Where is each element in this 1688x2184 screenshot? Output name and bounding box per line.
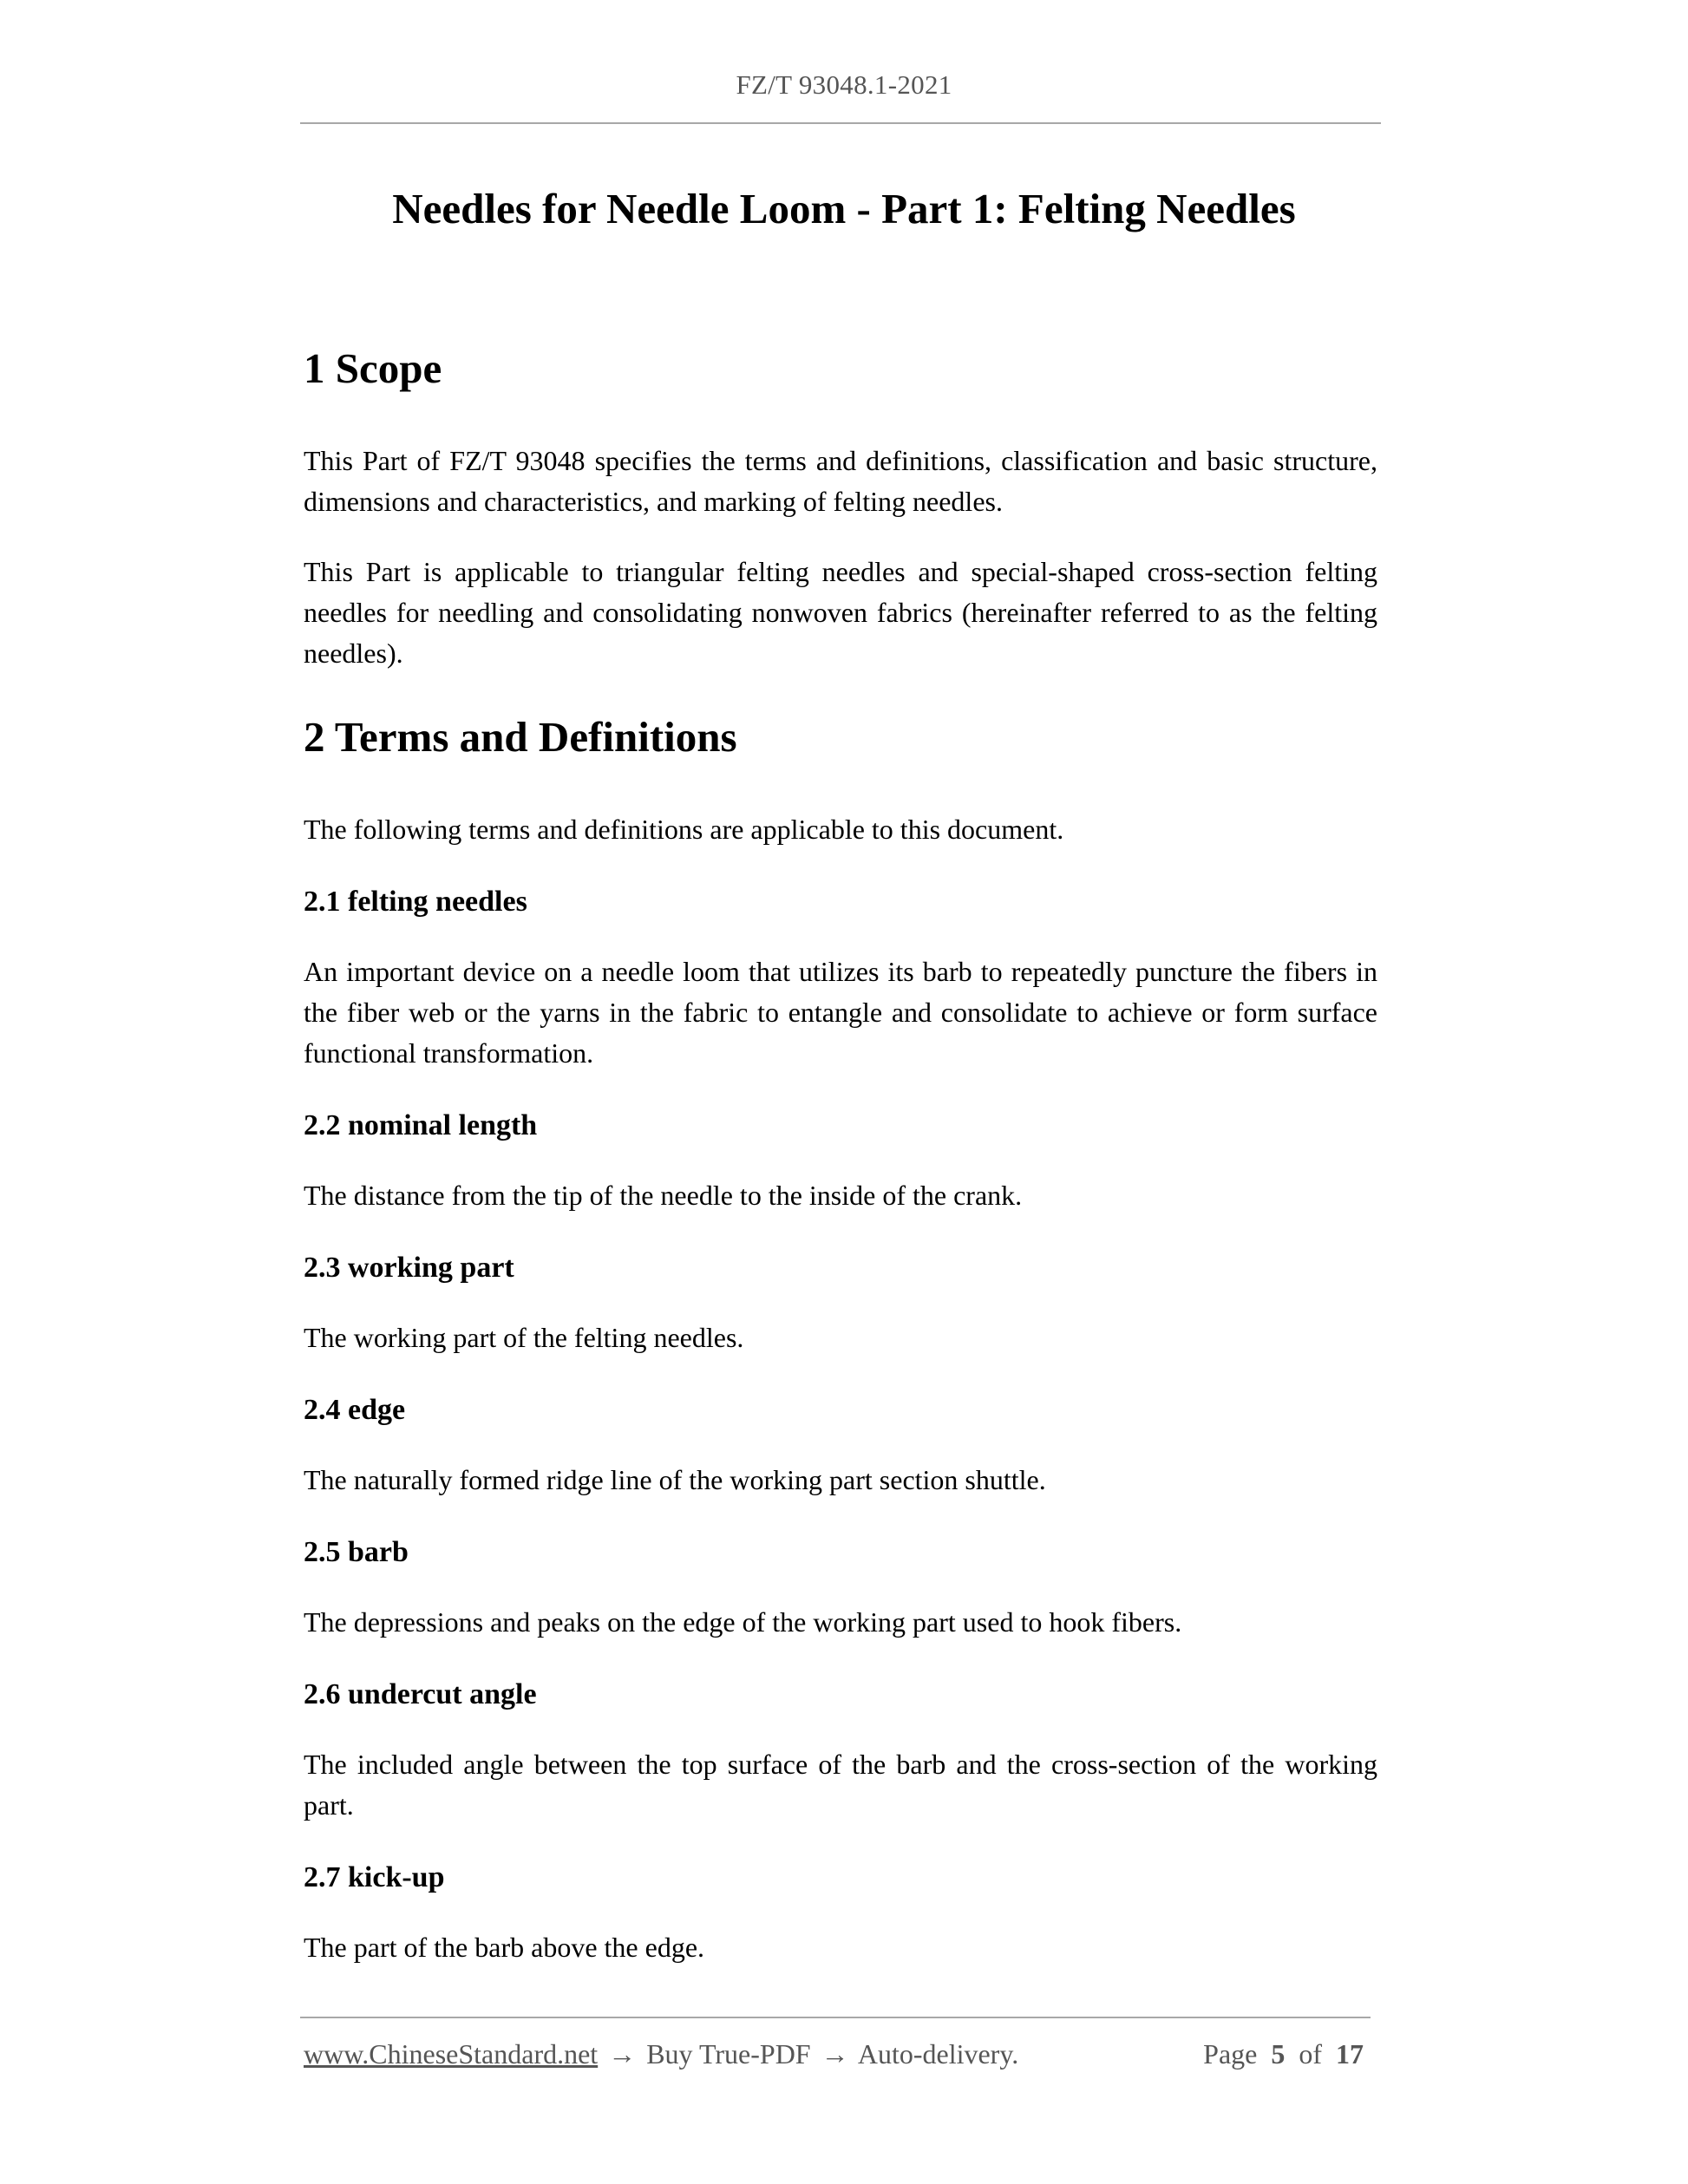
footer-promo [304, 2034, 1018, 2074]
website-link[interactable]: www.ChineseStandard.net [304, 2038, 599, 2070]
term-definition: The naturally formed ridge line of the working part section shuttle. [304, 1464, 1046, 1495]
page-label: Page [1203, 2038, 1258, 2070]
running-header: FZ/T 93048.1-2021 [736, 69, 952, 100]
term-heading: 2.7 kick-up [304, 1861, 445, 1893]
scope-paragraph: This Part is applicable to triangular felting needles and special-shaped cross-section felting needles for needling and consolidating nonwoven fabrics (hereinafter referred to as the felting needles). [304, 556, 1377, 669]
term-heading: 2.5 barb [304, 1536, 409, 1568]
footer-divider [300, 2017, 1371, 2018]
section-heading-scope: 1 Scope [304, 344, 442, 392]
buy-pdf-text: Buy True-PDF [646, 2038, 811, 2070]
term-definition: The depressions and peaks on the edge of the working part used to hook fibers. [304, 1606, 1182, 1638]
term-definition: The included angle between the top surface of the barb and the cross-section of the working part. [304, 1749, 1377, 1821]
term-definition: The part of the barb above the edge. [304, 1932, 705, 1963]
terms-intro: The following terms and definitions are applicable to this document. [304, 814, 1064, 845]
term-heading: 2.2 nominal length [304, 1109, 538, 1141]
arrow-right-icon: → [821, 2038, 849, 2070]
page-of-label: of [1299, 2038, 1322, 2070]
scope-paragraph: This Part of FZ/T 93048 specifies the terms and definitions, classification and basic structure, dimensions and characteristics, and marking of felting needles. [304, 445, 1377, 517]
total-page-number: 17 [1336, 2038, 1364, 2070]
term-heading: 2.1 felting needles [304, 886, 527, 918]
current-page-number: 5 [1271, 2038, 1286, 2070]
header-divider [300, 122, 1381, 124]
term-heading: 2.4 edge [304, 1394, 406, 1426]
term-definition: An important device on a needle loom that utilizes its barb to repeatedly puncture the fibers in the fiber web or the yarns in the fabric to entangle and consolidate to achieve or form surface functional transformation. [304, 956, 1377, 1069]
arrow-right-icon: → [608, 2038, 637, 2070]
document-title: Needles for Needle Loom - Part 1: Felting Needles [392, 185, 1296, 232]
term-heading: 2.3 working part [304, 1252, 514, 1284]
page-indicator [1203, 2034, 1371, 2074]
document-body [304, 338, 1377, 1968]
term-definition: The working part of the felting needles. [304, 1322, 744, 1353]
term-heading: 2.6 undercut angle [304, 1678, 537, 1710]
section-heading-terms: 2 Terms and Definitions [304, 713, 737, 761]
term-definition: The distance from the tip of the needle to the inside of the crank. [304, 1180, 1023, 1211]
auto-delivery-text: Auto-delivery. [857, 2038, 1019, 2070]
